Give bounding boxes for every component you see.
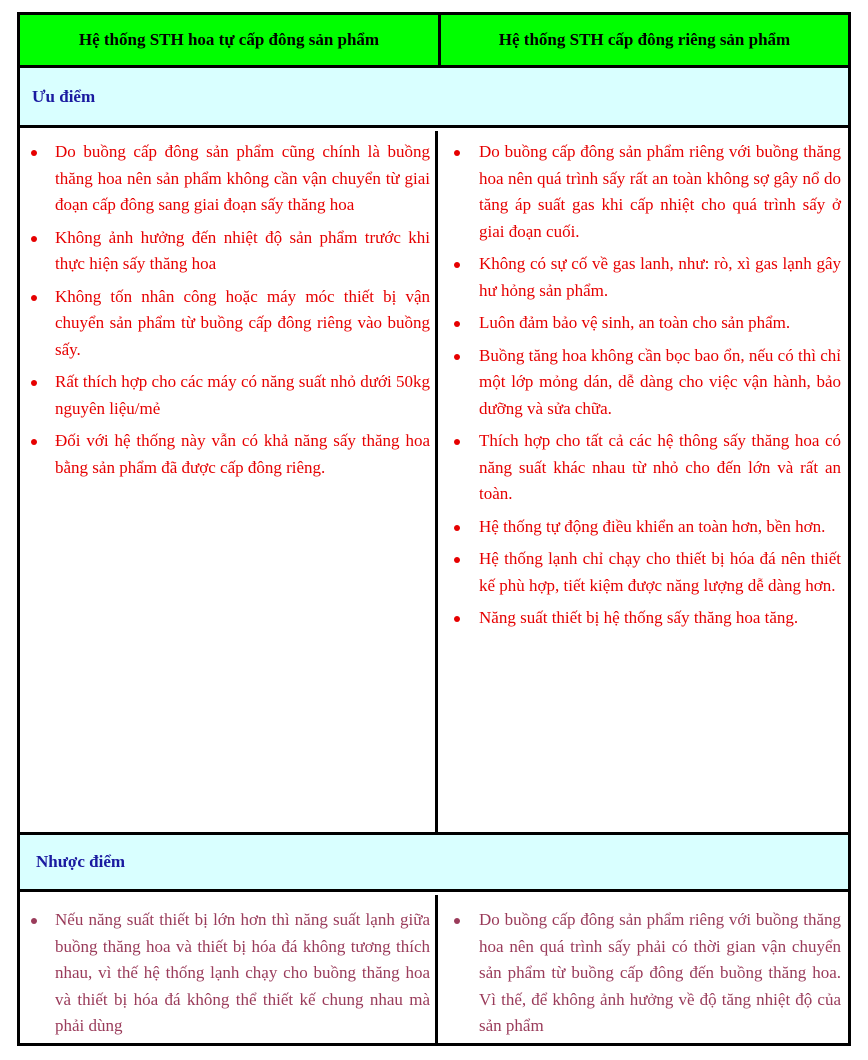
disadvantages-right-list <box>441 895 848 1040</box>
section-advantages-title: Ưu điểm <box>20 68 848 128</box>
list-item: Không tốn nhân công hoặc máy móc thiết bị vận chuyển sản phẩm từ buồng cấp đông riêng vào buồng sấy. <box>20 284 435 364</box>
advantages-right-cell <box>441 131 848 832</box>
bullet-icon <box>31 150 37 156</box>
list-item: Nếu năng suất thiết bị lớn hơn thì năng suất lạnh giữa buồng thăng hoa và thiết bị hóa đá không tương thích nhau, vì thế hệ thống lạnh chạy cho buồng thăng hoa và thiết bị hóa đá không thể thiết kế chung nhau mà phải dùng <box>20 907 435 1040</box>
bullet-icon <box>454 525 460 531</box>
list-item: Do buồng cấp đông sản phẩm riêng với buồng thăng hoa nên quá trình sấy phải có thời gian vận chuyển sản phẩm từ buồng cấp đông đến buồng thăng hoa. Vì thế, để không ảnh hưởng về độ tăng nhiệt độ của sản phẩm <box>441 907 848 1040</box>
bullet-icon <box>31 295 37 301</box>
header-self-freezing-system: Hệ thống STH hoa tự cấp đông sản phẩm <box>20 15 441 65</box>
list-item: Buồng tăng hoa không cần bọc bao ổn, nếu có thì chỉ một lớp mỏng dán, dễ dàng cho việc vận hành, bảo dưỡng và sửa chữa. <box>441 343 848 423</box>
list-item: Luôn đảm bảo vệ sinh, an toàn cho sản phẩm. <box>441 310 848 337</box>
comparison-table <box>17 12 851 1046</box>
list-item: Đối với hệ thống này vẫn có khả năng sấy thăng hoa bằng sản phẩm đã được cấp đông riêng. <box>20 428 435 481</box>
bullet-icon <box>31 439 37 445</box>
bullet-icon <box>31 380 37 386</box>
section-disadvantages-title: Nhược điểm <box>20 832 848 892</box>
list-item: Hệ thống lạnh chỉ chạy cho thiết bị hóa đá nên thiết kế phù hợp, tiết kiệm được năng lượng dễ dàng hơn. <box>441 546 848 599</box>
advantages-left-list <box>20 131 435 481</box>
list-item: Không ảnh hưởng đến nhiệt độ sản phẩm trước khi thực hiện sấy thăng hoa <box>20 225 435 278</box>
bullet-icon <box>454 262 460 268</box>
bullet-icon <box>454 321 460 327</box>
bullet-icon <box>454 439 460 445</box>
list-item: Không có sự cố về gas lanh, như: rò, xì gas lạnh gây hư hỏng sản phẩm. <box>441 251 848 304</box>
bullet-icon <box>454 616 460 622</box>
table-header-row <box>20 15 848 68</box>
list-item: Thích hợp cho tất cả các hệ thông sấy thăng hoa có năng suất khác nhau từ nhỏ cho đến lớn và rất an toàn. <box>441 428 848 508</box>
header-separate-freezing-system: Hệ thống STH cấp đông riêng sản phẩm <box>498 30 791 49</box>
bullet-icon <box>31 236 37 242</box>
advantages-left-cell <box>20 131 438 832</box>
disadvantages-left-list <box>20 895 435 1040</box>
list-item: Do buồng cấp đông sản phẩm riêng với buồng thăng hoa nên quá trình sấy rất an toàn không sợ gây nổ do tăng áp suất gas khi cấp nhiệt cho quá trình sấy ở giai đoạn cuối. <box>441 139 848 245</box>
bullet-icon <box>454 150 460 156</box>
disadvantages-left-cell <box>20 895 438 1046</box>
list-item: Hệ thống tự động điều khiển an toàn hơn, bền hơn. <box>441 514 848 541</box>
bullet-icon <box>31 918 37 924</box>
list-item: Do buồng cấp đông sản phẩm cũng chính là buồng thăng hoa nên sản phẩm không cần vận chuyển từ giai đoạn cấp đông sang giai đoạn sấy thăng hoa <box>20 139 435 219</box>
bullet-icon <box>454 918 460 924</box>
advantages-right-list <box>441 131 848 632</box>
list-item: Năng suất thiết bị hệ thống sấy thăng hoa tăng. <box>441 605 848 632</box>
bullet-icon <box>454 557 460 563</box>
disadvantages-right-cell <box>441 895 848 1046</box>
list-item: Rất thích hợp cho các máy có năng suất nhỏ dưới 50kg nguyên liệu/mẻ <box>20 369 435 422</box>
bullet-icon <box>454 354 460 360</box>
